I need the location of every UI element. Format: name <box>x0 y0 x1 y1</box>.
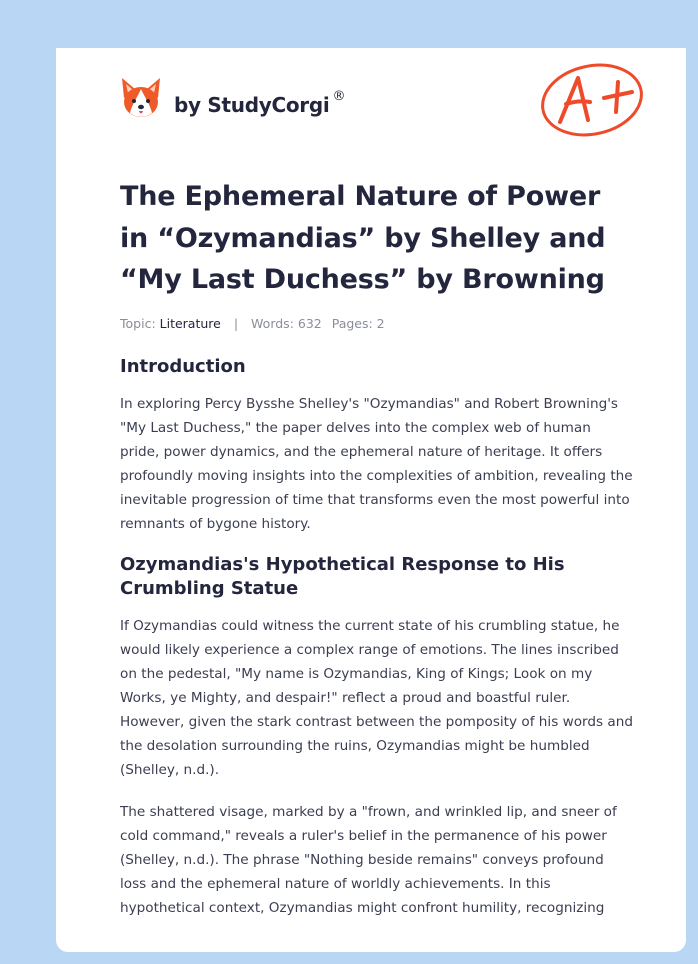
paragraph: In exploring Percy Bysshe Shelley's "Ozymandias" and Robert Browning's "My Last Duchess," the paper delves into the complex web of human pride, power dynamics, and the ephemeral nature of heritage. It offers profoundly moving insights into the complexities of ambition, revealing the inevitable progression of time that transforms even the most powerful into remnants of bygone history. <box>120 395 633 532</box>
a-plus-icon <box>538 60 648 140</box>
brand-name[interactable]: by StudyCorgi ® <box>174 89 346 117</box>
section-heading-introduction: Introduction <box>120 355 246 377</box>
section-heading-ozymandias: Ozymandias's Hypothetical Response to His Crumbling Statue <box>120 553 565 599</box>
header <box>56 48 686 158</box>
document-page <box>56 48 686 952</box>
document-content <box>120 176 634 920</box>
paragraph: The shattered visage, marked by a "frown, and wrinkled lip, and sneer of cold command," reveals a ruler's belief in the permanence of his power (Shelley, n.d.). The phrase "Nothing beside remains" conveys profound loss and the ephemeral nature of worldly achievements. In this hypothetical context, Ozymandias might confront humility, recognizing <box>120 803 617 916</box>
document-title: The Ephemeral Nature of Power in “Ozymandias” by Shelley and “My Last Duchess” by Browning <box>120 181 606 295</box>
paragraph: If Ozymandias could witness the current state of his crumbling statue, he would likely experience a complex range of emotions. The lines inscribed on the pedestal, "My name is Ozymandias, King of Kings; Look on my Works, ye Mighty, and despair!" reflect a proud and boastful ruler. However, given the stark contrast between the pomposity of his words and the desolation surrounding the ruins, Ozymandias might be humbled (Shelley, n.d.). <box>120 617 633 778</box>
meta-separator: | <box>233 315 239 331</box>
corgi-icon[interactable] <box>120 76 162 120</box>
word-count: Words: 632 <box>251 315 322 331</box>
topic-label: Topic: <box>120 315 156 331</box>
topic-link[interactable]: Literature <box>159 315 221 331</box>
page-count: Pages: 2 <box>331 315 385 331</box>
document-meta <box>120 316 634 331</box>
